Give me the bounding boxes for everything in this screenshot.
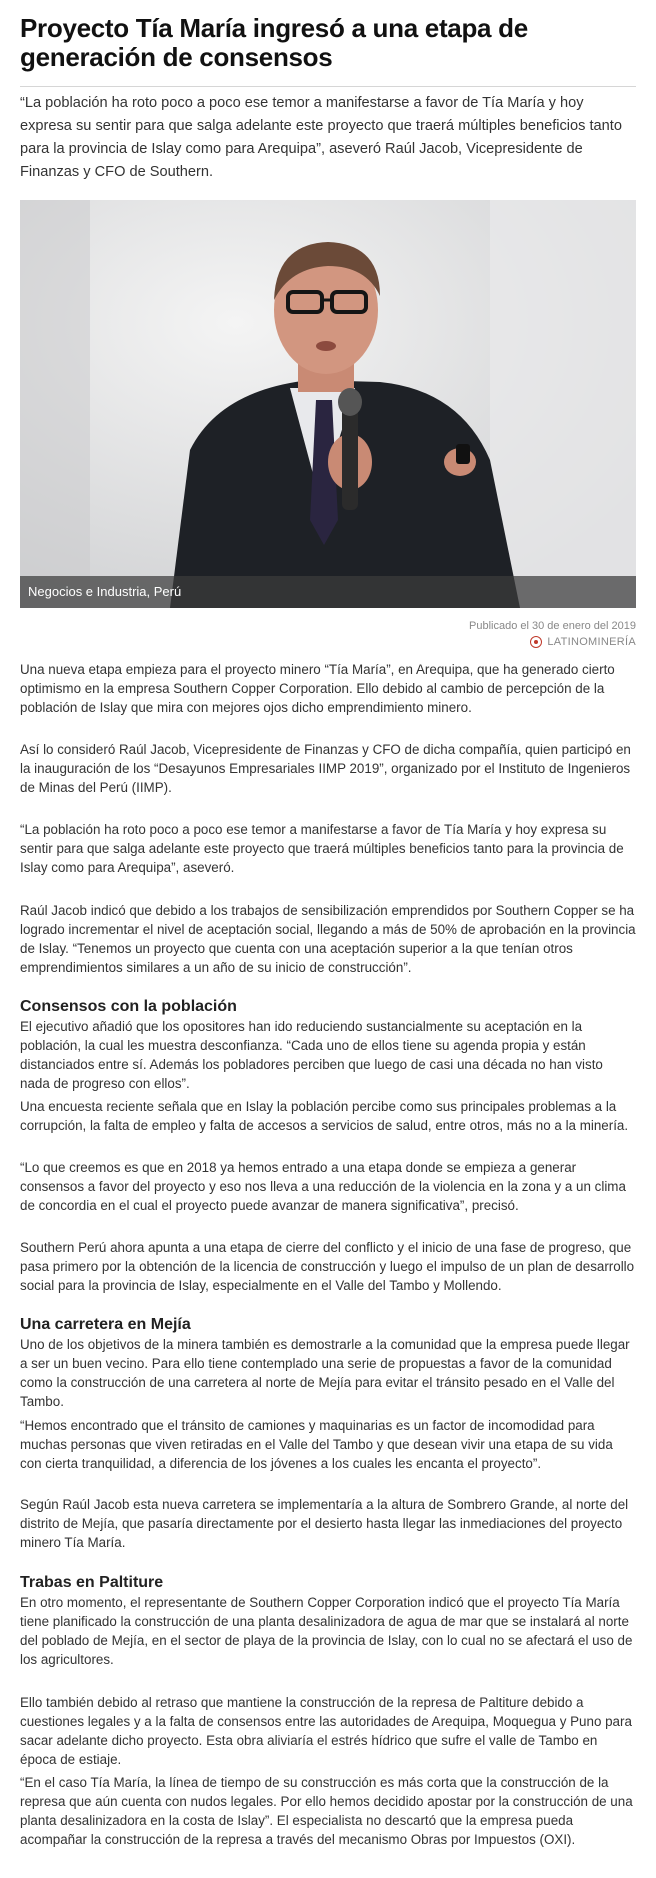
paragraph: Raúl Jacob indicó que debido a los trabajos de sensibilización emprendidos por Southern Copper se ha logrado incrementar el nivel de aceptación social, llegando a más de 50% de aprobación en la provincia de Islay. “Tenemos un proyecto que cuenta con una aceptación superior a la que tenían otros emprendimientos similares a un año de su inicio de construcción”. — [20, 903, 636, 975]
article-photo — [20, 200, 636, 608]
article-lead: “La población ha roto poco a poco ese temor a manifestarse a favor de Tía María y hoy expresa su sentir para que salga adelante este proyecto que traerá múltiples beneficios tanto para la provincia de Islay como para Arequipa”, aseveró Raúl Jacob, Vicepresidente de Finanzas y CFO de Southern. — [20, 95, 622, 180]
publish-date: Publicado el 30 de enero del 2019 — [469, 620, 636, 632]
paragraph: Así lo consideró Raúl Jacob, Vicepresidente de Finanzas y CFO de dicha compañía, quien participó en la inauguración de los “Desayunos Empresariales IIMP 2019”, organizado por el Instituto de Ingenieros de Minas del Perú (IIMP). — [20, 742, 631, 795]
paragraph: El ejecutivo añadió que los opositores han ido reduciendo sustancialmente su aceptación en la población, la cual les muestra desconfianza. “Cada uno de ellos tiene su agenda propia y están distanciados entre sí. Además los pobladores perciben que luego de casi una década no han visto nada de progreso con ellos”. — [20, 1019, 603, 1091]
paragraph: Ello también debido al retraso que mantiene la construcción de la represa de Paltiture debido a cuestiones legales y a la falta de consensos entre las autoridades de Arequipa, Moquegua y Puno para sacar adelante dicho proyecto. Esta obra aliviaría el estrés hídrico que sufre el valle de Tambo en época de estiaje. — [20, 1695, 632, 1767]
title-divider — [20, 86, 636, 87]
source-name[interactable]: LATINOMINERÍA — [547, 636, 636, 648]
paragraph: En otro momento, el representante de Southern Copper Corporation indicó que el proyecto Tía María tiene planificado la construcción de una planta desalinizadora de agua de mar que se instalará al norte del poblado de Mejía, en el sector de playa de la provincia de Islay, con lo cual no se afectará el uso de los agricultores. — [20, 1595, 633, 1667]
caption-bar — [20, 576, 636, 608]
subheading: Una carretera en Mejía — [20, 1316, 191, 1333]
source-credit[interactable] — [530, 636, 636, 648]
subheading: Trabas en Paltiture — [20, 1574, 164, 1591]
article-title: Proyecto Tía María ingresó a una etapa de generación de consensos — [20, 13, 528, 72]
image-caption: Negocios e Industria, Perú — [28, 584, 182, 599]
paragraph: “La población ha roto poco a poco ese temor a manifestarse a favor de Tía María y hoy expresa su sentir para que salga adelante este proyecto que traerá múltiples beneficios tanto para la provincia de Islay como para Arequipa”, aseveró. — [20, 822, 624, 875]
paragraph: Una encuesta reciente señala que en Islay la población percibe como sus principales problemas a la corrupción, la falta de empleo y falta de accesos a servicios de salud, entre otros, más no a la minería. — [20, 1099, 629, 1133]
speaker-photo-illustration — [20, 200, 636, 608]
paragraph: “Hemos encontrado que el tránsito de camiones y maquinarias es un factor de incomodidad para muchas personas que viven retiradas en el Valle del Tambo y que desean vivir una etapa de su vida con cierta tranquilidad, a diferencia de los jóvenes a los cuales les encanta el proyecto”. — [20, 1418, 613, 1471]
paragraph: Uno de los objetivos de la minera también es demostrarle a la comunidad que la empresa puede llegar a ser un buen vecino. Para ello tiene contemplado una serie de propuestas a favor de la comunidad como la construcción de una carretera al norte de Mejía para evitar el tránsito pesado en el Valle del Tambo. — [20, 1337, 630, 1409]
paragraph: Una nueva etapa empieza para el proyecto minero “Tía María”, en Arequipa, que ha generado cierto optimismo en la empresa Southern Copper Corporation. Ello debido al cambio de percepción de la población de Islay que mira con mejores ojos dicho emprendimiento minero. — [20, 662, 615, 715]
paragraph: Según Raúl Jacob esta nueva carretera se implementaría a la altura de Sombrero Grande, al norte del distrito de Mejía, que pasaría directamente por el desierto hasta llegar las inmediaciones del proyecto minero Tía María. — [20, 1497, 629, 1550]
paragraph: “Lo que creemos es que en 2018 ya hemos entrado a una etapa donde se empieza a generar consensos a favor del proyecto y eso nos lleva a una reducción de la violencia en la zona y a un clima de concordia en el cual el proyecto puede avanzar de manera significativa”, precisó. — [20, 1160, 626, 1213]
subheading: Consensos con la población — [20, 998, 237, 1015]
paragraph: Southern Perú ahora apunta a una etapa de cierre del conflicto y el inicio de una fase de progreso, que pasa primero por la obtención de la licencia de construcción y luego el impulso de un plan de desarrollo social para la provincia de Islay, especialmente en el Valle del Tambo y Mollendo. — [20, 1240, 635, 1293]
source-logo-icon — [530, 636, 542, 648]
paragraph: “En el caso Tía María, la línea de tiempo de su construcción es más corta que la construcción de la represa que aún cuenta con nudos legales. Por ello hemos decidido apostar por la construcción de una planta desalinizadora en la costa de Islay”. El especialista no descartó que la empresa pueda acompañar la construcción de la represa a través del mecanismo Obras por Impuestos (OXI). — [20, 1775, 633, 1847]
